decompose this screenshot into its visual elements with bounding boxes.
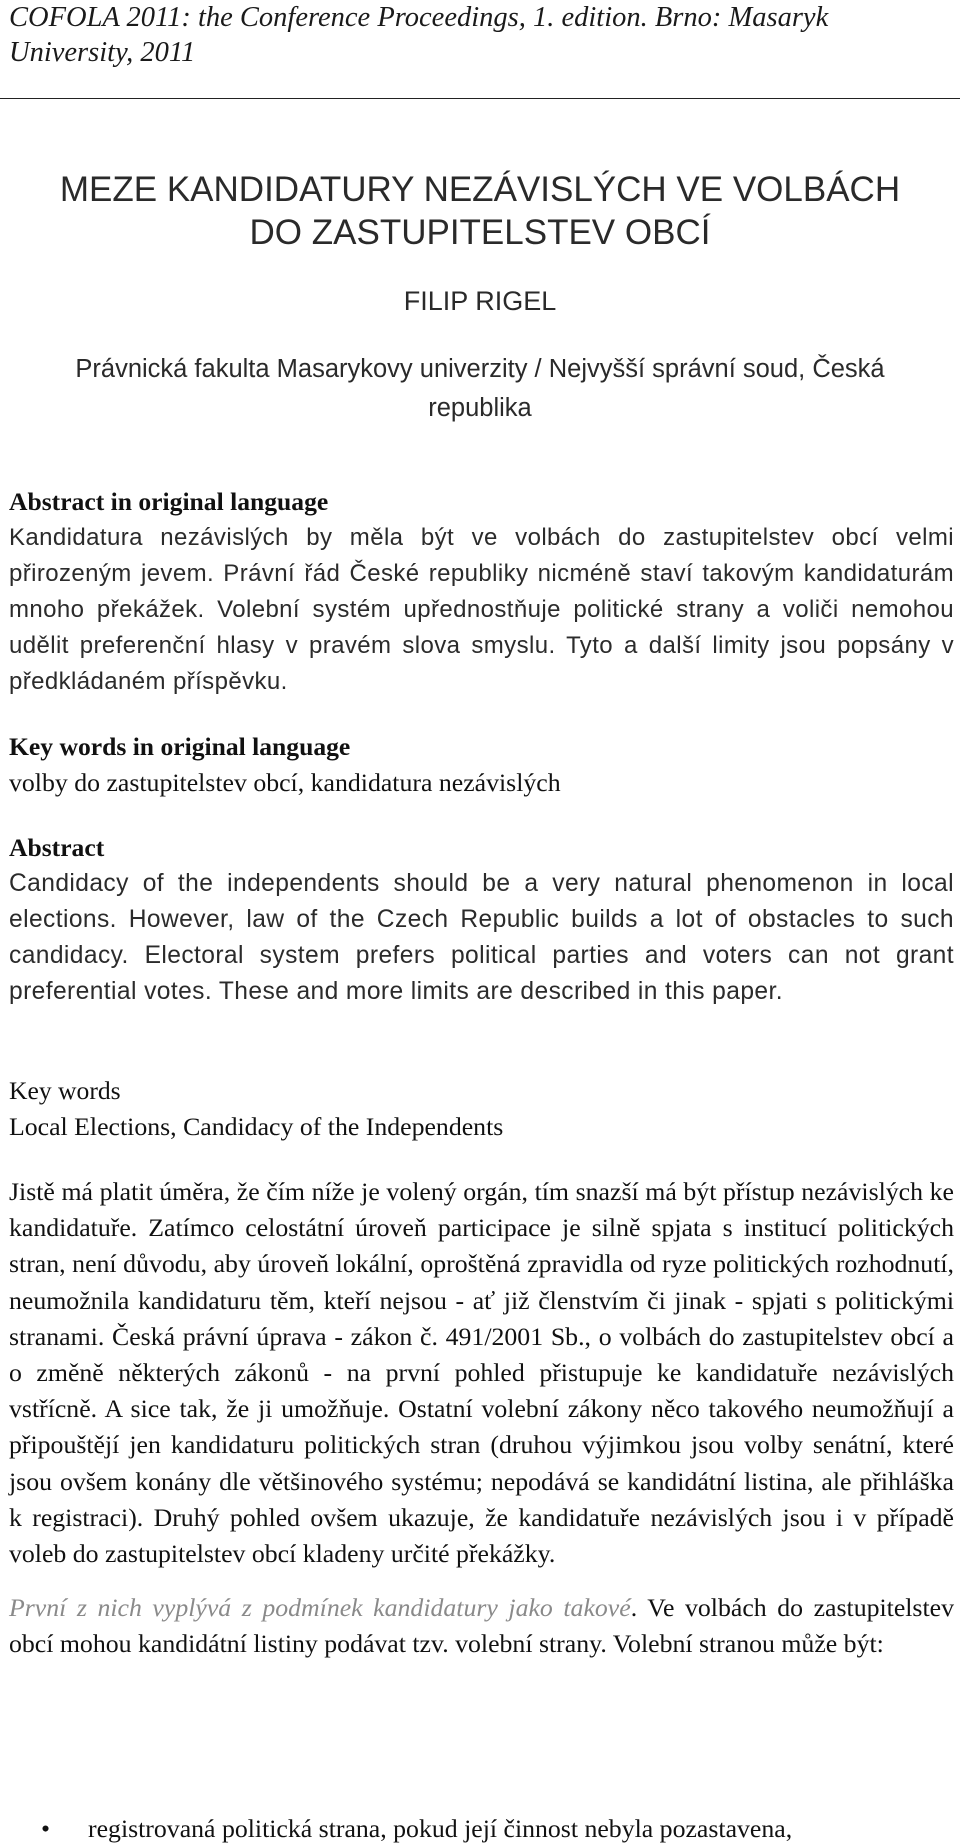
body-paragraph-2 [9, 1590, 954, 1662]
paragraph-2-lead: První z nich vyplývá z podmínek kandidatury jako takové [9, 1593, 631, 1622]
abstract-heading: Abstract [9, 833, 105, 862]
abstract-section [9, 830, 954, 1010]
paper-title-text: MEZE KANDIDATURY NEZÁVISLÝCH VE VOLBÁCH DO ZASTUPITELSTEV OBCÍ [59, 170, 901, 252]
keywords-section [9, 1073, 954, 1145]
author-affiliation [20, 350, 940, 428]
header-divider [0, 98, 960, 99]
keywords-original-text: volby do zastupitelstev obcí, kandidatura nezávislých [9, 768, 561, 797]
abstract-original-section [9, 484, 954, 700]
bullet-item-text: registrovaná politická strana, pokud její činnost nebyla pozastavena, [88, 1814, 793, 1843]
affiliation-text: Právnická fakulta Masarykovy univerzity / Nejvyšší správní soud, Česká republika [75, 355, 885, 422]
paragraph-2-rest: . Ve volbách do zastupitelstev obcí mohou kandidátní listiny podávat tzv. volební strany. Volební stranou může být: [9, 1593, 954, 1659]
running-header: COFOLA 2011: the Conference Proceedings, 1. edition. Brno: Masaryk University, 2011 [9, 2, 829, 68]
keywords-original-section [9, 729, 954, 801]
abstract-text: Candidacy of the independents should be a very natural phenomenon in local elections. However, law of the Czech Republic builds a lot of obstacles to such candidacy. Electoral system prefers political parties and voters can not grant preferential votes. These and more limits are described in this paper. [9, 870, 954, 1005]
keywords-text: Local Elections, Candidacy of the Independents [9, 1112, 504, 1141]
author-name: FILIP RIGEL [403, 286, 557, 316]
keywords-heading: Key words [9, 1076, 121, 1105]
paper-title [0, 168, 960, 254]
keywords-original-heading: Key words in original language [9, 732, 351, 761]
body-paragraph-1: Jistě má platit úměra, že čím níže je volený orgán, tím snazší má být přístup nezávislých ke kandidatuře. Zatímco celostátní úroveň participace je silně spjata s institucí politických stran, není důvodu, aby úroveň lokální, oproštěná zpravidla od ryze politických rozhodnutí, neumožnila kandidaturu těm, kteří nejsou - ať již členstvím či jinak - spjati s politickými stranami. Česká právní úprava - zákon č. 491/2001 Sb., o volbách do zastupitelstev obcí a o změně některých zákonů - na první pohled přistupuje ke kandidatuře nezávislých vstřícně. A sice tak, že ji umožňuje. Ostatní volební zákony něco takového neumožňují a připouštějí jen kandidaturu politických stran (druhou výjimkou jsou volby senátní, které jsou ovšem konány dle většinového systému; nepodává se kandidátní listina, ale přihláška k registraci). Druhý pohled ovšem ukazuje, že kandidatuře nezávislých jsou i v případě voleb do zastupitelstev obcí kladeny určité překážky. [9, 1177, 954, 1569]
abstract-original-heading: Abstract in original language [9, 487, 329, 516]
bullet-icon: • [41, 1814, 51, 1843]
abstract-original-text: Kandidatura nezávislých by měla být ve volbách do zastupitelstev obcí velmi přirozeným jevem. Právní řád České republiky nicméně staví takovým kandidaturám mnoho překážek. Volební systém upřednostňuje politické strany a voliči nemohou udělit preferenční hlasy v pravém slova smyslu. Tyto a další limity jsou popsány v předkládaném příspěvku. [9, 524, 954, 695]
